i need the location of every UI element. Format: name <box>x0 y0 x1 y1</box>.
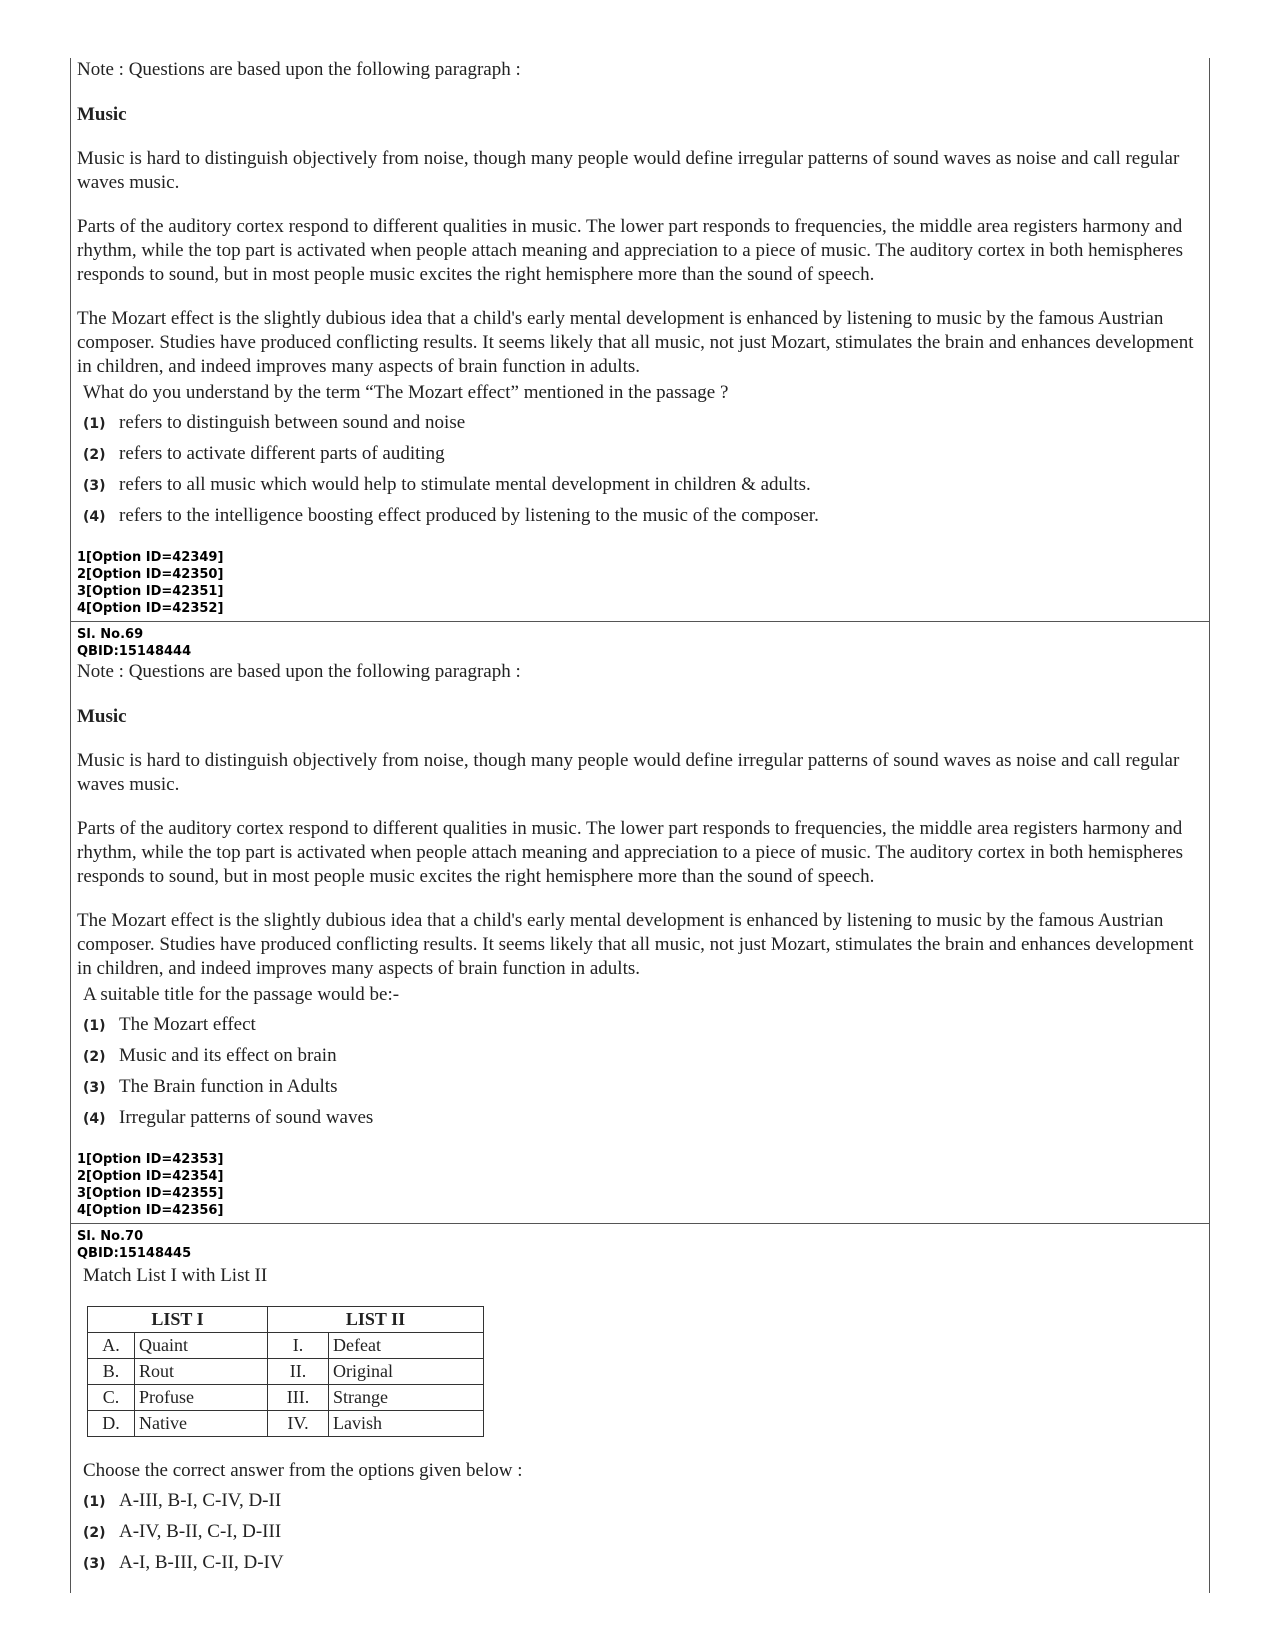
option-text: refers to the intelligence boosting effect produced by listening to the music of the composer. <box>119 505 819 526</box>
option-number: (3) <box>83 1556 106 1572</box>
option-id: 2[Option ID=42350] <box>77 567 224 582</box>
list-2-item: Original <box>329 1359 484 1385</box>
question-text: What do you understand by the term “The Mozart effect” mentioned in the passage ? <box>83 382 729 403</box>
serial-number: Sl. No.69 <box>77 627 144 642</box>
qbid: QBID:15148445 <box>77 1246 192 1261</box>
question-block-70 <box>71 1223 1209 1576</box>
question-block-68 <box>71 58 1209 621</box>
option-number: (2) <box>83 447 106 463</box>
option-id: 4[Option ID=42356] <box>77 1203 224 1218</box>
option-3 <box>83 1551 1209 1576</box>
option-number: (4) <box>83 1111 106 1127</box>
option-3 <box>83 473 1209 498</box>
option-number: (4) <box>83 509 106 525</box>
option-2 <box>83 1520 1209 1545</box>
list-1-letter: A. <box>88 1333 135 1359</box>
passage-heading: Music <box>77 706 127 727</box>
option-id: 2[Option ID=42354] <box>77 1169 224 1184</box>
question-text: Match List I with List II <box>83 1265 268 1286</box>
passage-paragraph-1: Music is hard to distinguish objectively from noise, though many people would define irregular patterns of sound waves as noise and call regular waves music. <box>77 750 1180 795</box>
option-id: 3[Option ID=42351] <box>77 584 224 599</box>
option-text: refers to activate different parts of auditing <box>119 443 445 464</box>
question-meta <box>77 1224 1209 1262</box>
list-2-item: Defeat <box>329 1333 484 1359</box>
option-id: 1[Option ID=42349] <box>77 550 224 565</box>
list-2-item: Strange <box>329 1385 484 1411</box>
passage-paragraph-3: The Mozart effect is the slightly dubious idea that a child's early mental development is enhanced by listening to music by the famous Austrian composer. Studies have produced conflicting results. It seems likely that all music, not just Mozart, stimulates the brain and enhances development in children, and indeed improves many aspects of brain function in adults. <box>77 308 1194 377</box>
option-id: 4[Option ID=42352] <box>77 601 224 616</box>
table-row <box>88 1359 484 1385</box>
list-2-header: LIST II <box>268 1307 484 1333</box>
option-text: The Brain function in Adults <box>119 1076 338 1097</box>
option-4 <box>83 1106 1209 1131</box>
table-row <box>88 1411 484 1437</box>
option-number: (2) <box>83 1049 106 1065</box>
option-2 <box>83 442 1209 467</box>
passage-note: Note : Questions are based upon the following paragraph : <box>77 59 521 80</box>
question-sheet <box>70 58 1210 1593</box>
list-2-numeral: III. <box>268 1385 329 1411</box>
match-table <box>87 1306 484 1437</box>
option-text: A-III, B-I, C-IV, D-II <box>119 1490 282 1511</box>
option-number: (1) <box>83 1494 106 1510</box>
passage-paragraph-2: Parts of the auditory cortex respond to different qualities in music. The lower part responds to frequencies, the middle area registers harmony and rhythm, while the top part is activated when people attach meaning and appreciation to a piece of music. The auditory cortex in both hemispheres responds to sound, but in most people music excites the right hemisphere more than the sound of speech. <box>77 216 1184 285</box>
passage-paragraph-2: Parts of the auditory cortex respond to different qualities in music. The lower part responds to frequencies, the middle area registers harmony and rhythm, while the top part is activated when people attach meaning and appreciation to a piece of music. The auditory cortex in both hemispheres responds to sound, but in most people music excites the right hemisphere more than the sound of speech. <box>77 818 1184 887</box>
option-id: 3[Option ID=42355] <box>77 1186 224 1201</box>
option-number: (3) <box>83 478 106 494</box>
question-block-69 <box>71 621 1209 1223</box>
option-number: (1) <box>83 416 106 432</box>
passage-paragraph-3: The Mozart effect is the slightly dubious idea that a child's early mental development is enhanced by listening to music by the famous Austrian composer. Studies have produced conflicting results. It seems likely that all music, not just Mozart, stimulates the brain and enhances development in children, and indeed improves many aspects of brain function in adults. <box>77 910 1194 979</box>
option-text: refers to distinguish between sound and noise <box>119 412 466 433</box>
qbid: QBID:15148444 <box>77 644 192 659</box>
option-number: (2) <box>83 1525 106 1541</box>
instruction-text: Choose the correct answer from the options given below : <box>83 1460 523 1481</box>
list-1-item: Quaint <box>135 1333 268 1359</box>
question-meta <box>77 622 1209 660</box>
list-1-letter: C. <box>88 1385 135 1411</box>
option-text: Irregular patterns of sound waves <box>119 1107 374 1128</box>
option-id-list <box>77 1151 1209 1223</box>
option-1 <box>83 1013 1209 1038</box>
table-row <box>88 1385 484 1411</box>
option-text: A-I, B-III, C-II, D-IV <box>119 1552 284 1573</box>
option-4 <box>83 504 1209 529</box>
serial-number: Sl. No.70 <box>77 1229 144 1244</box>
table-header-row <box>88 1307 484 1333</box>
list-1-header: LIST I <box>88 1307 268 1333</box>
list-2-numeral: IV. <box>268 1411 329 1437</box>
list-1-letter: D. <box>88 1411 135 1437</box>
table-row <box>88 1333 484 1359</box>
passage-paragraph-1: Music is hard to distinguish objectively from noise, though many people would define irregular patterns of sound waves as noise and call regular waves music. <box>77 148 1180 193</box>
passage-heading: Music <box>77 104 127 125</box>
option-text: A-IV, B-II, C-I, D-III <box>119 1521 282 1542</box>
list-2-numeral: I. <box>268 1333 329 1359</box>
option-1 <box>83 411 1209 436</box>
list-1-item: Rout <box>135 1359 268 1385</box>
list-1-letter: B. <box>88 1359 135 1385</box>
option-3 <box>83 1075 1209 1100</box>
list-2-numeral: II. <box>268 1359 329 1385</box>
option-number: (1) <box>83 1018 106 1034</box>
option-number: (3) <box>83 1080 106 1096</box>
option-text: Music and its effect on brain <box>119 1045 337 1066</box>
passage-note: Note : Questions are based upon the following paragraph : <box>77 661 521 682</box>
option-text: The Mozart effect <box>119 1014 256 1035</box>
question-text: A suitable title for the passage would be:- <box>83 984 400 1005</box>
list-1-item: Profuse <box>135 1385 268 1411</box>
option-1 <box>83 1489 1209 1514</box>
list-1-item: Native <box>135 1411 268 1437</box>
option-id: 1[Option ID=42353] <box>77 1152 224 1167</box>
list-2-item: Lavish <box>329 1411 484 1437</box>
option-text: refers to all music which would help to stimulate mental development in children & adults. <box>119 474 811 495</box>
option-2 <box>83 1044 1209 1069</box>
option-id-list <box>77 549 1209 621</box>
